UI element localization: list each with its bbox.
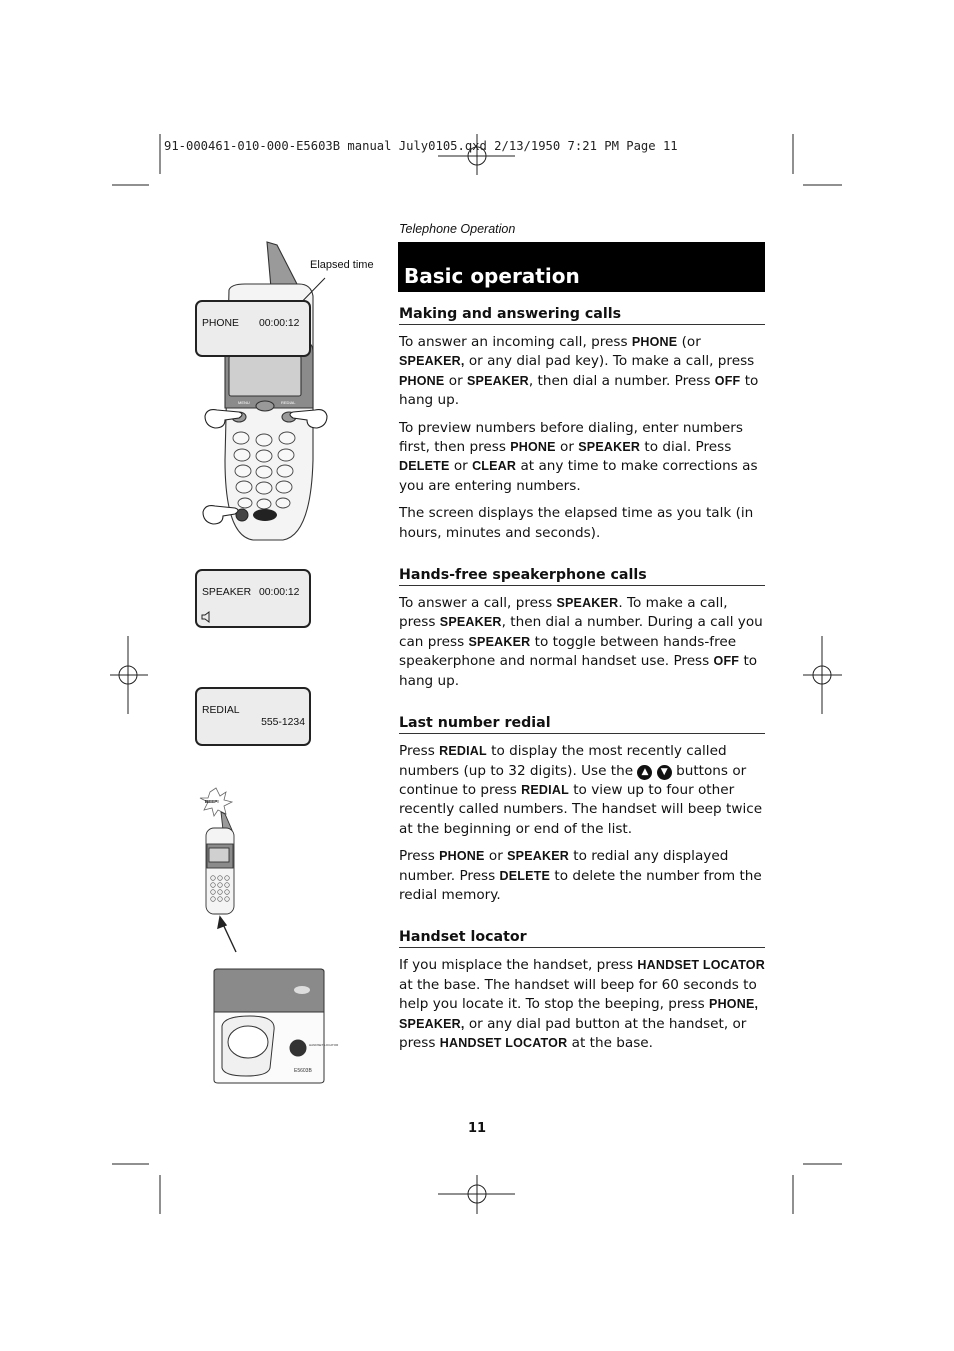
content-column xyxy=(399,306,765,1077)
svg-text:E5603B: E5603B xyxy=(294,1068,312,1074)
section-handsfree xyxy=(399,567,765,691)
display-time: 00:00:12 xyxy=(259,587,300,598)
display-mode: REDIAL xyxy=(202,705,240,716)
section-heading: Last number redial xyxy=(399,715,765,734)
page-number: 11 xyxy=(467,1121,487,1136)
handset-locator-label: HANDSET LOCATOR xyxy=(309,1043,339,1047)
section-heading: Handset locator xyxy=(399,929,765,948)
section-making-calls xyxy=(399,306,765,543)
redial-key-label: REDIAL xyxy=(281,400,296,405)
section-heading: Making and answering calls xyxy=(399,306,765,325)
menu-key-label: MENU xyxy=(238,400,250,405)
beeping-handset-illustration xyxy=(196,786,256,956)
print-slug: 91-000461-010-000-E5603B manual July0105.qxd 2/13/1950 7:21 PM Page 11 xyxy=(164,139,678,153)
up-arrow-key-icon: ▲ xyxy=(637,765,652,780)
down-arrow-key-icon: ▼ xyxy=(657,765,672,780)
up-arrow-icon xyxy=(218,917,236,952)
page-title: Basic operation xyxy=(404,264,580,288)
redial-paragraph-1: Press REDIAL to display the most recently called numbers (up to 32 digits). Use the ▲ ▼ buttons or continue to press REDIAL to view up to four other recently called numbers. The handset will beep twice at the beginning or end of the list. xyxy=(399,743,763,837)
section-heading: Hands-free speakerphone calls xyxy=(399,567,765,586)
locator-paragraph-1: If you misplace the handset, press HANDSET LOCATOR at the base. The handset will beep for 60 seconds to help you locate it. To stop the beeping, press PHONE, SPEAKER, or any dial pad button at the handset, or press HANDSET LOCATOR at the base. xyxy=(399,957,765,1051)
handset-screen xyxy=(229,356,301,396)
display-time: 00:00:12 xyxy=(259,318,300,329)
handset-locator-button xyxy=(290,1040,306,1056)
section-label: Telephone Operation xyxy=(399,222,516,236)
redial-display xyxy=(195,687,311,746)
beep-label: BEEP! xyxy=(205,799,219,804)
title-bar xyxy=(398,242,765,292)
redial-paragraph-2: Press PHONE or SPEAKER to redial any displayed number. Press DELETE to delete the number from the redial memory. xyxy=(399,848,762,903)
section-redial xyxy=(399,715,765,905)
elapsed-time-label: Elapsed time xyxy=(310,259,374,271)
section-locator xyxy=(399,929,765,1053)
making-paragraph-1: To answer an incoming call, press PHONE (or SPEAKER, or any dial pad key). To make a call, press PHONE or SPEAKER, then dial a number. Press OFF to hang up. xyxy=(399,334,759,409)
display-mode: PHONE xyxy=(202,318,239,329)
phone-display xyxy=(195,300,311,357)
base-unit-illustration xyxy=(210,968,339,1086)
speaker-display xyxy=(195,569,311,628)
making-paragraph-2: To preview numbers before dialing, enter numbers first, then press PHONE or SPEAKER to dial. Press DELETE or CLEAR at any time to make corrections as you are entering numbers. xyxy=(399,419,758,494)
display-mode: SPEAKER xyxy=(202,587,252,598)
speaker-icon xyxy=(201,611,213,623)
making-paragraph-3: The screen displays the elapsed time as you talk (in hours, minutes and seconds). xyxy=(399,505,754,541)
handsfree-paragraph-1: To answer a call, press SPEAKER. To make a call, press SPEAKER, then dial a number. During a call you can press SPEAKER to toggle between hands-free speakerphone and normal handset use. Press OFF to hang up. xyxy=(399,595,763,689)
display-number: 555-1234 xyxy=(261,717,305,728)
